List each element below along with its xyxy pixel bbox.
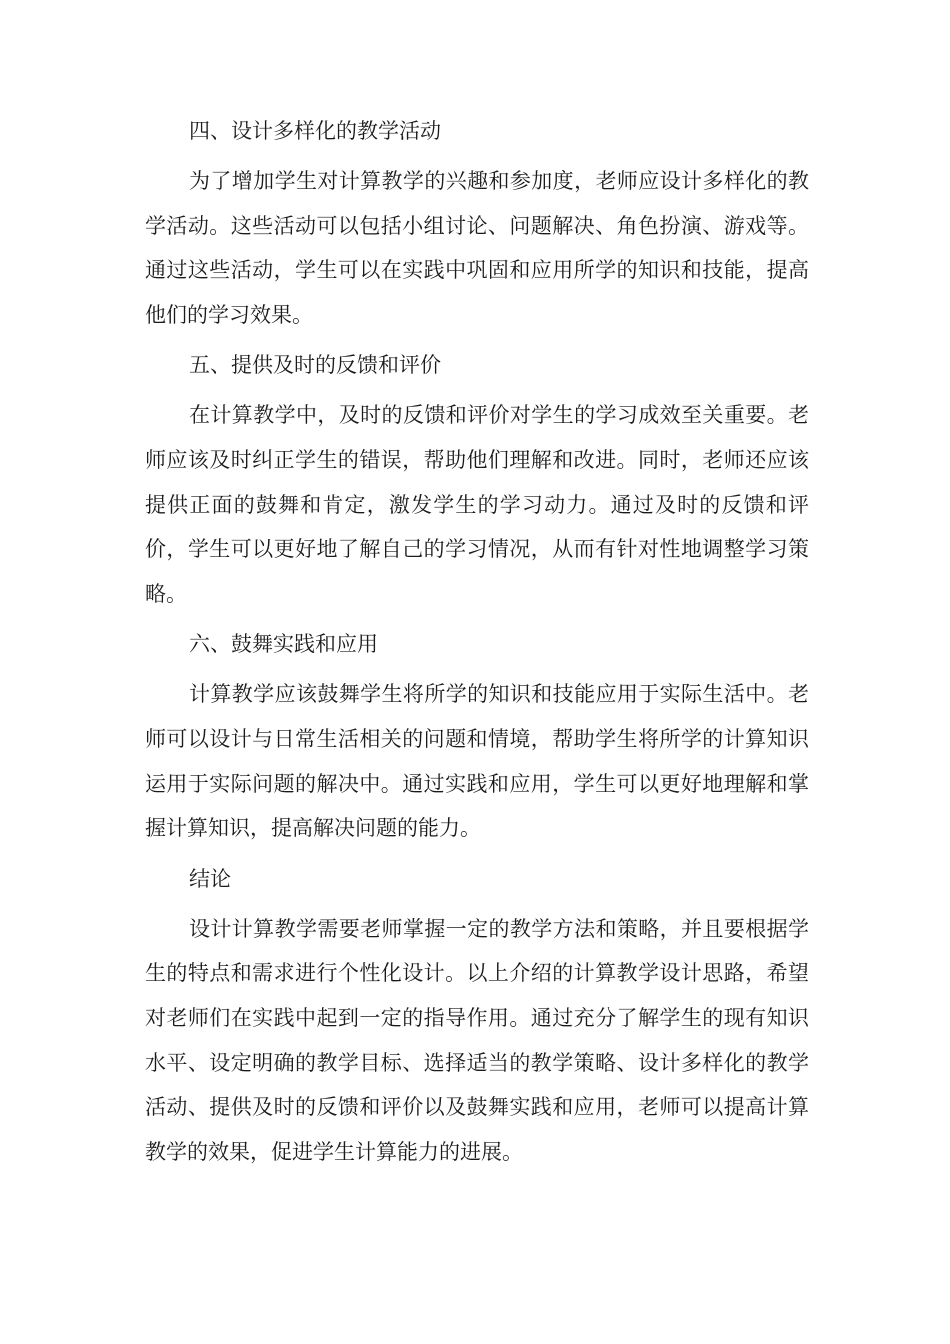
section-heading-feedback: 五、提供及时的反馈和评价 [189,353,441,378]
section-body-activities: 为了增加学生对计算教学的兴趣和参加度，老师应设计多样化的教学活动。这些活动可以包括小组讨论、问题解决、角色扮演、游戏等。通过这些活动，学生可以在实践中巩固和应用所学的知识和技能，提高他们的学习效果。 [145,169,809,327]
document-page [145,112,809,1183]
section-body-feedback: 在计算教学中，及时的反馈和评价对学生的学习成效至关重要。老师应该及时纠正学生的错误，帮助他们理解和改进。同时，老师还应该提供正面的鼓舞和肯定，激发学生的学习动力。通过及时的反馈和评价，学生可以更好地了解自己的学习情况，从而有针对性地调整学习策略。 [145,403,809,606]
section-heading-conclusion: 结论 [189,866,231,891]
section-heading-activities: 四、设计多样化的教学活动 [189,119,441,143]
section-body-practice: 计算教学应该鼓舞学生将所学的知识和技能应用于实际生活中。老师可以设计与日常生活相关的问题和情境，帮助学生将所学的计算知识运用于实际问题的解决中。通过实践和应用，学生可以更好地理解和掌握计算知识，提高解决问题的能力。 [145,682,809,841]
section-body-conclusion: 设计计算教学需要老师掌握一定的教学方法和策略，并且要根据学生的特点和需求进行个性化设计。以上介绍的计算教学设计思路，希望对老师们在实践中起到一定的指导作用。通过充分了解学生的现有知识水平、设定明确的教学目标、选择适当的教学策略、设计多样化的教学活动、提供及时的反馈和评价以及鼓舞实践和应用，老师可以提高计算教学的效果，促进学生计算能力的进展。 [145,916,809,1164]
section-heading-practice: 六、鼓舞实践和应用 [189,632,378,657]
